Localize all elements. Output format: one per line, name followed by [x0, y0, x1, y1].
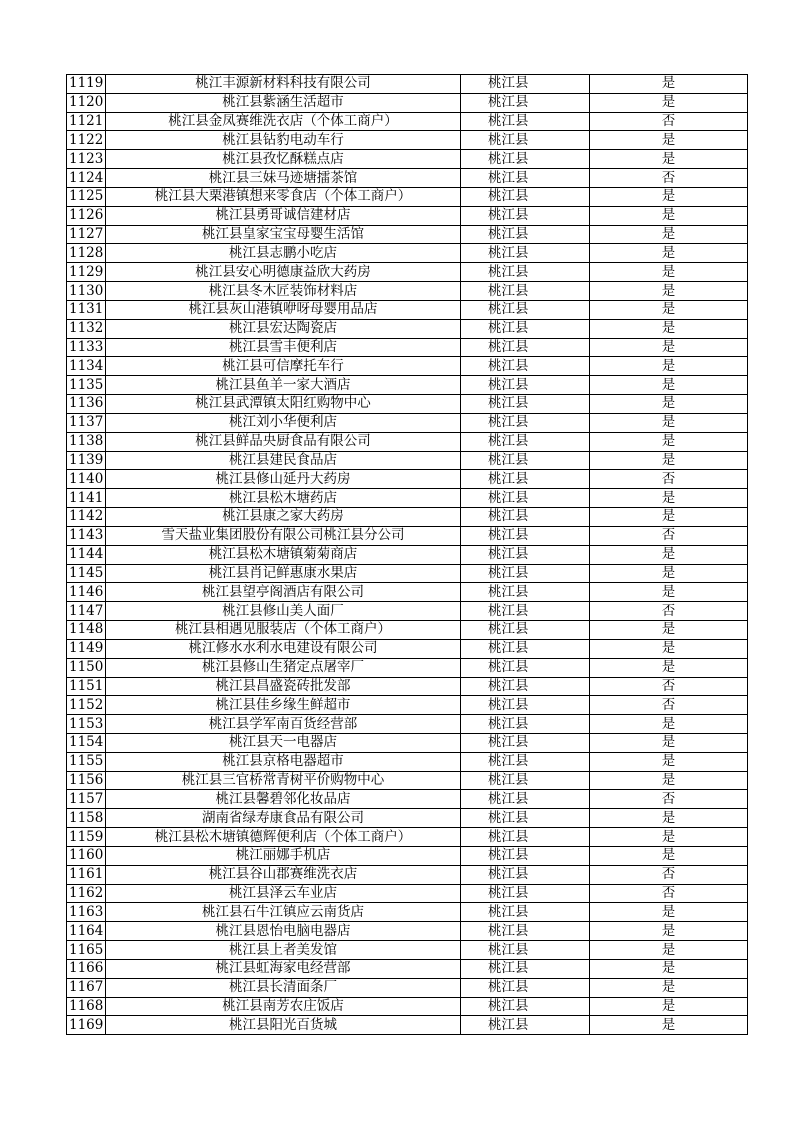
table-row	[67, 357, 748, 376]
company-name-cell: 桃江县天一电器店	[106, 733, 461, 752]
table-row	[67, 432, 748, 451]
table-row	[67, 621, 748, 640]
status-cell: 否	[590, 602, 748, 621]
company-name-cell: 桃江县宏达陶瓷店	[106, 319, 461, 338]
county-cell: 桃江县	[461, 715, 590, 734]
county-cell: 桃江县	[461, 131, 590, 150]
status-cell: 是	[590, 564, 748, 583]
table-row	[67, 451, 748, 470]
status-cell: 是	[590, 263, 748, 282]
status-cell: 是	[590, 922, 748, 941]
row-number-cell: 1168	[67, 997, 106, 1016]
table-row	[67, 93, 748, 112]
status-cell: 否	[590, 470, 748, 489]
table-row	[67, 941, 748, 960]
county-cell: 桃江县	[461, 978, 590, 997]
company-name-cell: 桃江县冬木匠装饰材料店	[106, 282, 461, 301]
county-cell: 桃江县	[461, 865, 590, 884]
company-name-cell: 桃江刘小华便利店	[106, 413, 461, 432]
row-number-cell: 1125	[67, 187, 106, 206]
county-cell: 桃江县	[461, 187, 590, 206]
row-number-cell: 1150	[67, 658, 106, 677]
status-cell: 否	[590, 169, 748, 188]
row-number-cell: 1156	[67, 771, 106, 790]
row-number-cell: 1137	[67, 413, 106, 432]
status-cell: 是	[590, 621, 748, 640]
company-name-cell: 桃江县志鹏小吃店	[106, 244, 461, 263]
company-name-cell: 桃江县泽云车业店	[106, 884, 461, 903]
company-name-cell: 桃江县可信摩托车行	[106, 357, 461, 376]
company-name-cell: 湖南省绿寿康食品有限公司	[106, 809, 461, 828]
row-number-cell: 1120	[67, 93, 106, 112]
county-cell: 桃江县	[461, 93, 590, 112]
table-row	[67, 225, 748, 244]
table-row	[67, 206, 748, 225]
county-cell: 桃江县	[461, 922, 590, 941]
county-cell: 桃江县	[461, 338, 590, 357]
row-number-cell: 1126	[67, 206, 106, 225]
table-row	[67, 545, 748, 564]
table-row	[67, 526, 748, 545]
company-name-cell: 桃江县武潭镇太阳红购物中心	[106, 395, 461, 414]
table-body	[67, 75, 748, 1035]
county-cell: 桃江县	[461, 621, 590, 640]
row-number-cell: 1140	[67, 470, 106, 489]
row-number-cell: 1134	[67, 357, 106, 376]
county-cell: 桃江县	[461, 602, 590, 621]
table-row	[67, 997, 748, 1016]
status-cell: 是	[590, 639, 748, 658]
company-name-cell: 桃江县长清面条厂	[106, 978, 461, 997]
company-name-cell: 桃江县京格电器超市	[106, 752, 461, 771]
table-row	[67, 978, 748, 997]
company-name-cell: 桃江县虹海家电经营部	[106, 959, 461, 978]
table-row	[67, 809, 748, 828]
company-name-cell: 桃江县大栗港镇想来零食店（个体工商户）	[106, 187, 461, 206]
company-name-cell: 桃江县康之家大药房	[106, 508, 461, 527]
company-name-cell: 桃江县鱼羊一家大酒店	[106, 376, 461, 395]
row-number-cell: 1145	[67, 564, 106, 583]
table-row	[67, 583, 748, 602]
company-name-cell: 桃江县昌盛瓷砖批发部	[106, 677, 461, 696]
table-row	[67, 828, 748, 847]
company-name-cell: 桃江县三妹马迹塘擂茶馆	[106, 169, 461, 188]
status-cell: 是	[590, 903, 748, 922]
status-cell: 是	[590, 282, 748, 301]
table-row	[67, 376, 748, 395]
county-cell: 桃江县	[461, 846, 590, 865]
county-cell: 桃江县	[461, 319, 590, 338]
county-cell: 桃江县	[461, 752, 590, 771]
company-name-cell: 桃江县建民食品店	[106, 451, 461, 470]
county-cell: 桃江县	[461, 1016, 590, 1035]
status-cell: 是	[590, 809, 748, 828]
row-number-cell: 1157	[67, 790, 106, 809]
county-cell: 桃江县	[461, 413, 590, 432]
county-cell: 桃江县	[461, 206, 590, 225]
table-row	[67, 752, 748, 771]
status-cell: 否	[590, 884, 748, 903]
county-cell: 桃江县	[461, 696, 590, 715]
table-row	[67, 1016, 748, 1035]
row-number-cell: 1169	[67, 1016, 106, 1035]
table-row	[67, 395, 748, 414]
county-cell: 桃江县	[461, 282, 590, 301]
table-row	[67, 639, 748, 658]
row-number-cell: 1152	[67, 696, 106, 715]
company-name-cell: 桃江县肖记鲜惠康水果店	[106, 564, 461, 583]
row-number-cell: 1160	[67, 846, 106, 865]
row-number-cell: 1138	[67, 432, 106, 451]
table-row	[67, 564, 748, 583]
table-row	[67, 715, 748, 734]
company-name-cell: 桃江县南芳农庄饭店	[106, 997, 461, 1016]
county-cell: 桃江县	[461, 733, 590, 752]
status-cell: 是	[590, 131, 748, 150]
status-cell: 是	[590, 150, 748, 169]
company-name-cell: 桃江县松木塘镇菊菊商店	[106, 545, 461, 564]
table-row	[67, 131, 748, 150]
row-number-cell: 1153	[67, 715, 106, 734]
county-cell: 桃江县	[461, 790, 590, 809]
status-cell: 是	[590, 828, 748, 847]
company-name-cell: 桃江县馨碧邻化妆品店	[106, 790, 461, 809]
company-name-cell: 桃江丽娜手机店	[106, 846, 461, 865]
county-cell: 桃江县	[461, 545, 590, 564]
row-number-cell: 1132	[67, 319, 106, 338]
status-cell: 否	[590, 112, 748, 131]
company-name-cell: 雪天盐业集团股份有限公司桃江县分公司	[106, 526, 461, 545]
company-name-cell: 桃江县紫涵生活超市	[106, 93, 461, 112]
company-name-cell: 桃江县灰山港镇咿呀母婴用品店	[106, 300, 461, 319]
company-name-cell: 桃江县松木塘镇德辉便利店（个体工商户）	[106, 828, 461, 847]
county-cell: 桃江县	[461, 677, 590, 696]
status-cell: 是	[590, 93, 748, 112]
table-row	[67, 319, 748, 338]
county-cell: 桃江县	[461, 583, 590, 602]
company-name-cell: 桃江县安心明德康益欣大药房	[106, 263, 461, 282]
company-name-cell: 桃江县望亭阁酒店有限公司	[106, 583, 461, 602]
status-cell: 是	[590, 244, 748, 263]
status-cell: 否	[590, 526, 748, 545]
status-cell: 是	[590, 319, 748, 338]
table-row	[67, 658, 748, 677]
county-cell: 桃江县	[461, 75, 590, 94]
row-number-cell: 1164	[67, 922, 106, 941]
status-cell: 是	[590, 846, 748, 865]
county-cell: 桃江县	[461, 432, 590, 451]
status-cell: 是	[590, 451, 748, 470]
status-cell: 是	[590, 75, 748, 94]
status-cell: 是	[590, 376, 748, 395]
table-row	[67, 282, 748, 301]
status-cell: 是	[590, 978, 748, 997]
table-row	[67, 865, 748, 884]
table-row	[67, 903, 748, 922]
county-cell: 桃江县	[461, 169, 590, 188]
status-cell: 否	[590, 865, 748, 884]
status-cell: 是	[590, 959, 748, 978]
row-number-cell: 1151	[67, 677, 106, 696]
county-cell: 桃江县	[461, 470, 590, 489]
company-name-cell: 桃江县修山美人面厂	[106, 602, 461, 621]
county-cell: 桃江县	[461, 771, 590, 790]
table-row	[67, 75, 748, 94]
table-row	[67, 244, 748, 263]
row-number-cell: 1155	[67, 752, 106, 771]
county-cell: 桃江县	[461, 809, 590, 828]
company-name-cell: 桃江县勇哥诚信建材店	[106, 206, 461, 225]
company-name-cell: 桃江县谷山郡赛维洗衣店	[106, 865, 461, 884]
county-cell: 桃江县	[461, 150, 590, 169]
table-row	[67, 338, 748, 357]
status-cell: 是	[590, 357, 748, 376]
row-number-cell: 1142	[67, 508, 106, 527]
status-cell: 是	[590, 432, 748, 451]
company-name-cell: 桃江县松木塘药店	[106, 489, 461, 508]
status-cell: 是	[590, 583, 748, 602]
row-number-cell: 1139	[67, 451, 106, 470]
row-number-cell: 1141	[67, 489, 106, 508]
status-cell: 是	[590, 1016, 748, 1035]
row-number-cell: 1131	[67, 300, 106, 319]
table-row	[67, 696, 748, 715]
company-name-cell: 桃江县金凤赛维洗衣店（个体工商户）	[106, 112, 461, 131]
row-number-cell: 1167	[67, 978, 106, 997]
status-cell: 否	[590, 790, 748, 809]
table-row	[67, 150, 748, 169]
status-cell: 是	[590, 941, 748, 960]
row-number-cell: 1148	[67, 621, 106, 640]
county-cell: 桃江县	[461, 112, 590, 131]
status-cell: 是	[590, 225, 748, 244]
row-number-cell: 1159	[67, 828, 106, 847]
status-cell: 是	[590, 187, 748, 206]
row-number-cell: 1146	[67, 583, 106, 602]
row-number-cell: 1136	[67, 395, 106, 414]
company-name-cell: 桃江县石牛江镇应云南货店	[106, 903, 461, 922]
status-cell: 否	[590, 696, 748, 715]
company-name-cell: 桃江县雪丰便利店	[106, 338, 461, 357]
row-number-cell: 1122	[67, 131, 106, 150]
table-row	[67, 959, 748, 978]
row-number-cell: 1119	[67, 75, 106, 94]
company-name-cell: 桃江丰源新材料科技有限公司	[106, 75, 461, 94]
status-cell: 否	[590, 677, 748, 696]
table-row	[67, 263, 748, 282]
county-cell: 桃江县	[461, 508, 590, 527]
company-name-cell: 桃江县修山生猪定点屠宰厂	[106, 658, 461, 677]
county-cell: 桃江县	[461, 941, 590, 960]
table-row	[67, 790, 748, 809]
row-number-cell: 1161	[67, 865, 106, 884]
county-cell: 桃江县	[461, 564, 590, 583]
table-row	[67, 169, 748, 188]
row-number-cell: 1124	[67, 169, 106, 188]
county-cell: 桃江县	[461, 526, 590, 545]
status-cell: 是	[590, 658, 748, 677]
status-cell: 是	[590, 206, 748, 225]
status-cell: 是	[590, 545, 748, 564]
status-cell: 是	[590, 489, 748, 508]
row-number-cell: 1133	[67, 338, 106, 357]
county-cell: 桃江县	[461, 489, 590, 508]
table-row	[67, 413, 748, 432]
county-cell: 桃江县	[461, 903, 590, 922]
county-cell: 桃江县	[461, 395, 590, 414]
company-name-cell: 桃江县佳乡缘生鲜超市	[106, 696, 461, 715]
status-cell: 是	[590, 395, 748, 414]
table-row	[67, 112, 748, 131]
table-row	[67, 733, 748, 752]
row-number-cell: 1147	[67, 602, 106, 621]
row-number-cell: 1144	[67, 545, 106, 564]
row-number-cell: 1163	[67, 903, 106, 922]
county-cell: 桃江县	[461, 225, 590, 244]
county-cell: 桃江县	[461, 658, 590, 677]
table-row	[67, 187, 748, 206]
company-name-cell: 桃江县鲜品央厨食品有限公司	[106, 432, 461, 451]
company-name-cell: 桃江县恩怡电脑电器店	[106, 922, 461, 941]
status-cell: 是	[590, 733, 748, 752]
row-number-cell: 1129	[67, 263, 106, 282]
table-row	[67, 922, 748, 941]
company-name-cell: 桃江县上者美发馆	[106, 941, 461, 960]
county-cell: 桃江县	[461, 959, 590, 978]
row-number-cell: 1162	[67, 884, 106, 903]
county-cell: 桃江县	[461, 884, 590, 903]
status-cell: 是	[590, 300, 748, 319]
table-row	[67, 489, 748, 508]
row-number-cell: 1158	[67, 809, 106, 828]
row-number-cell: 1149	[67, 639, 106, 658]
county-cell: 桃江县	[461, 244, 590, 263]
row-number-cell: 1166	[67, 959, 106, 978]
status-cell: 是	[590, 997, 748, 1016]
status-cell: 是	[590, 508, 748, 527]
status-cell: 是	[590, 715, 748, 734]
county-cell: 桃江县	[461, 997, 590, 1016]
county-cell: 桃江县	[461, 263, 590, 282]
row-number-cell: 1135	[67, 376, 106, 395]
table-row	[67, 470, 748, 489]
company-name-cell: 桃江县相遇见服装店（个体工商户）	[106, 621, 461, 640]
company-name-cell: 桃江县三官桥常青树平价购物中心	[106, 771, 461, 790]
county-cell: 桃江县	[461, 639, 590, 658]
table-row	[67, 602, 748, 621]
row-number-cell: 1143	[67, 526, 106, 545]
row-number-cell: 1154	[67, 733, 106, 752]
company-name-cell: 桃江县学军南百货经营部	[106, 715, 461, 734]
status-cell: 是	[590, 338, 748, 357]
table-row	[67, 884, 748, 903]
status-cell: 是	[590, 413, 748, 432]
company-name-cell: 桃江县修山延丹大药房	[106, 470, 461, 489]
row-number-cell: 1130	[67, 282, 106, 301]
row-number-cell: 1165	[67, 941, 106, 960]
table-row	[67, 771, 748, 790]
company-name-cell: 桃江县皇家宝宝母婴生活馆	[106, 225, 461, 244]
row-number-cell: 1127	[67, 225, 106, 244]
county-cell: 桃江县	[461, 828, 590, 847]
status-cell: 是	[590, 752, 748, 771]
row-number-cell: 1121	[67, 112, 106, 131]
status-cell: 是	[590, 771, 748, 790]
table-row	[67, 846, 748, 865]
county-cell: 桃江县	[461, 300, 590, 319]
company-name-cell: 桃江县阳光百货城	[106, 1016, 461, 1035]
table-row	[67, 300, 748, 319]
row-number-cell: 1128	[67, 244, 106, 263]
county-cell: 桃江县	[461, 357, 590, 376]
county-cell: 桃江县	[461, 376, 590, 395]
company-name-cell: 桃江修水水利水电建设有限公司	[106, 639, 461, 658]
table-row	[67, 508, 748, 527]
table-row	[67, 677, 748, 696]
enterprise-table	[66, 74, 748, 1035]
company-name-cell: 桃江县孜忆酥糕点店	[106, 150, 461, 169]
county-cell: 桃江县	[461, 451, 590, 470]
company-name-cell: 桃江县钻豹电动车行	[106, 131, 461, 150]
row-number-cell: 1123	[67, 150, 106, 169]
